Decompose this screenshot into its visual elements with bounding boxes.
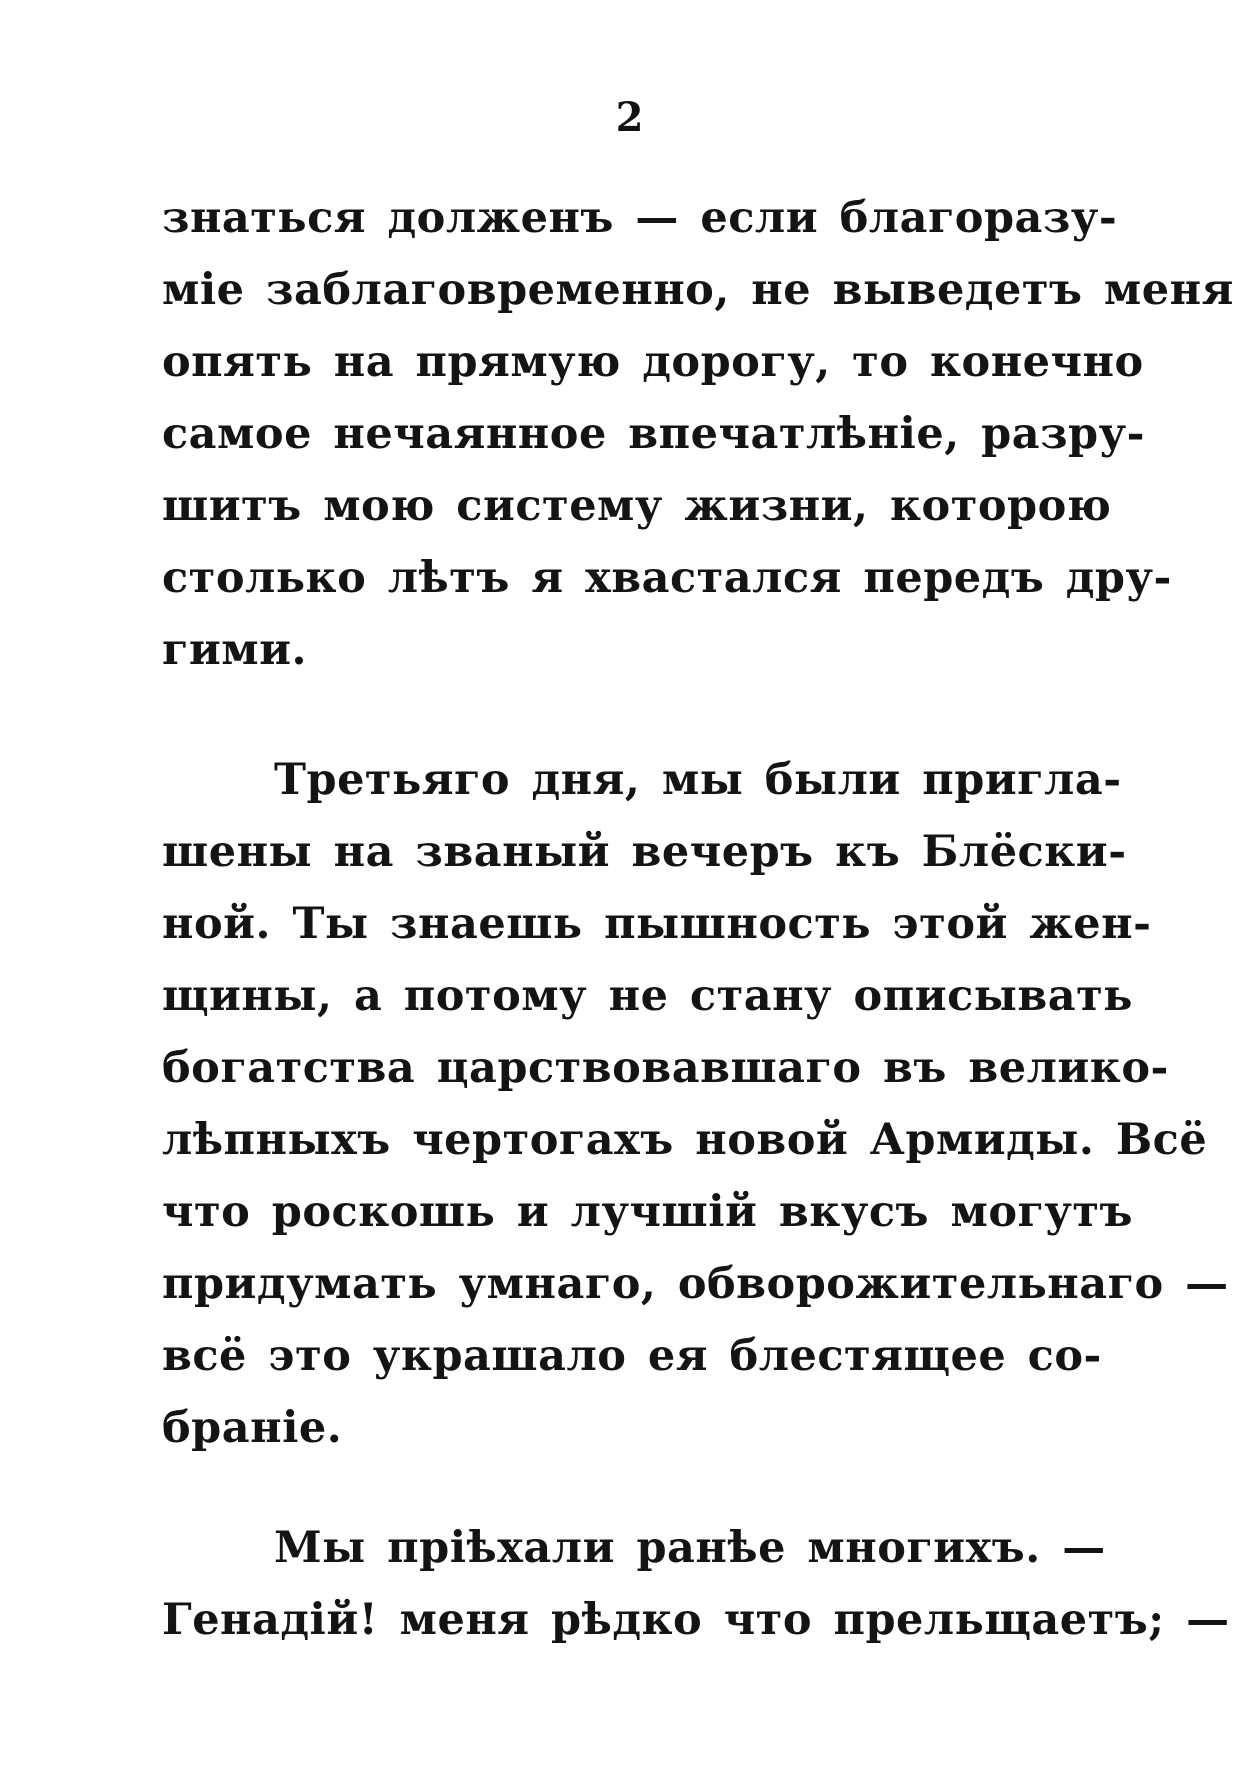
text-line: Мы пріѣхали ранѣе многихъ. — (274, 1523, 1106, 1573)
text-line: самое нечаянное впечатлѣніе, разру- (162, 409, 1145, 459)
text-line: знаться долженъ — если благоразу- (162, 193, 1118, 243)
text-line: богатства царствовавшаго въ велико- (162, 1043, 1169, 1093)
text-line: что роскошь и лучшій вкусъ могутъ (162, 1187, 1134, 1237)
paragraph-1 (162, 182, 1234, 686)
page-number: 2 (615, 94, 644, 141)
text-line: всё это украшало ея блестящее со- (162, 1331, 1102, 1381)
text-line: міе заблаговременно, не выведетъ меня (162, 265, 1234, 315)
text-line: шены на званый вечеръ къ Блёски- (162, 827, 1127, 877)
text-line: шитъ мою систему жизни, которою (162, 481, 1112, 531)
text-line: столько лѣтъ я хвастался передъ дру- (162, 553, 1172, 603)
text-line: гими. (162, 625, 307, 675)
paragraph-2 (162, 744, 1229, 1464)
text-line: придумать умнаго, обворожительнаго — (162, 1259, 1229, 1309)
text-line: ной. Ты знаешь пышность этой жен- (162, 899, 1152, 949)
text-line: Третьяго дня, мы были пригла- (274, 755, 1122, 805)
paragraph-3 (162, 1512, 1230, 1656)
text-line: Генадій! меня рѣдко что прельщаетъ; — (162, 1595, 1230, 1645)
text-line: опять на прямую дорогу, то конечно (162, 337, 1144, 387)
text-line: лѣпныхъ чертогахъ новой Армиды. Всё (162, 1115, 1208, 1165)
text-line: щины, а потому не стану описывать (162, 971, 1133, 1021)
text-line: браніе. (162, 1403, 343, 1453)
